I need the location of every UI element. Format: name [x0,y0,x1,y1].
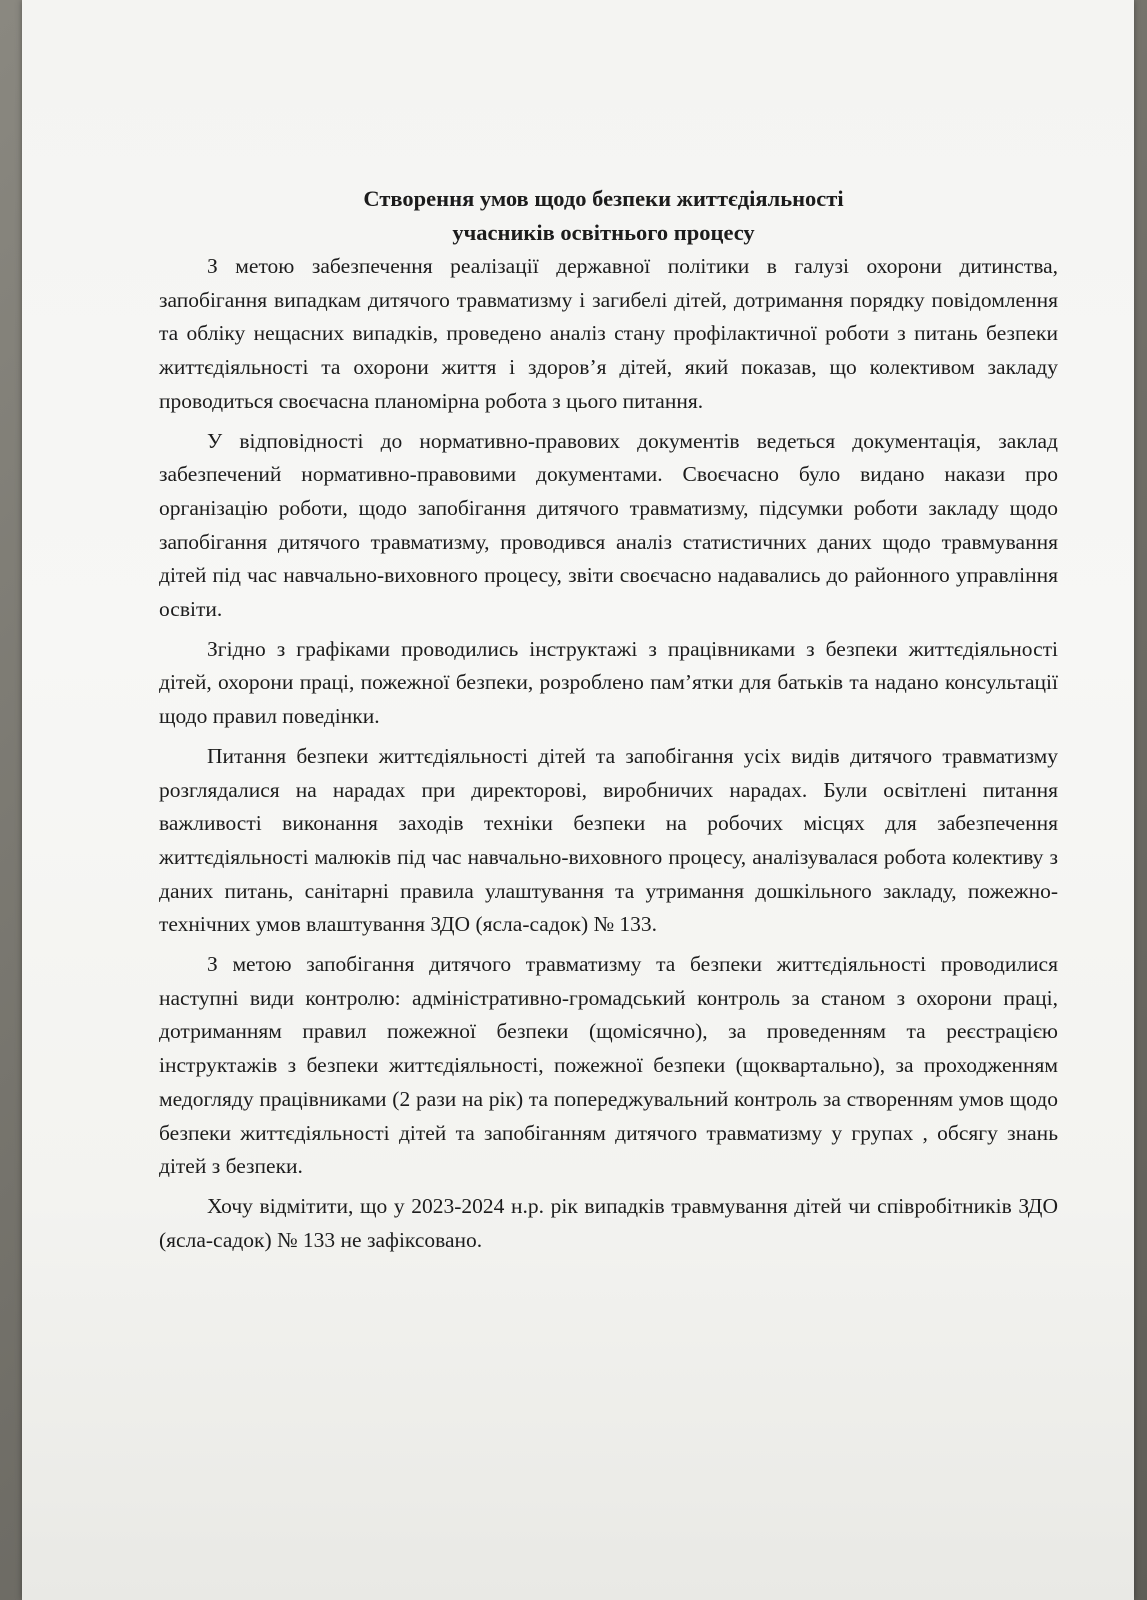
paragraph: У відповідності до нормативно-правових документів ведеться документація, заклад забезпечений нормативно-правовими документами. Своєчасно було видано накази про організацію роботи, щодо запобігання дитячого травматизму, підсумки роботи закладу щодо запобігання дитячого травматизму, проводився аналіз статистичних даних щодо травмування дітей під час навчально-виховного процесу, звіти своєчасно надавались до районного управління освіти. [159,428,1058,622]
document-title [159,182,1058,250]
paragraph: З метою запобігання дитячого травматизму та безпеки життєдіяльності проводилися наступні види контролю: адміністративно-громадський контроль за станом з охорони праці, дотриманням правил пожежної безпеки (щомісячно), за проведенням та реєстрацією інструктажів з безпеки життєдіяльності, пожежної безпеки (щоквартально), за проходженням медогляду працівниками (2 рази на рік) та попереджувальний контроль за створенням умов щодо безпеки життєдіяльності дітей та запобіганням дитячого травматизму у групах , обсягу знань дітей з безпеки. [159,952,1058,1179]
paragraph: Питання безпеки життєдіяльності дітей та запобігання усіх видів дитячого травматизму розглядалися на нарадах при директорові, виробничих нарадах. Були освітлені питання важливості виконання заходів техніки безпеки на робочих місцях для забезпечення життєдіяльності малюків під час навчально-виховного процесу, аналізувалася робота колективу з даних питань, санітарні правила улаштування та утримання дошкільного закладу, пожежно-технічних умов влаштування ЗДО (ясла-садок) № 133. [159,743,1058,937]
paragraph: З метою забезпечення реалізації державної політики в галузі охорони дитинства, запобігання випадкам дитячого травматизму і загибелі дітей, дотримання порядку повідомлення та обліку нещасних випадків, проведено аналіз стану профілактичної роботи з питань безпеки життєдіяльності та охорони життя і здоров’я дітей, який показав, що колективом закладу проводиться своєчасна планомірна робота з цього питання. [159,254,1058,413]
document-body [159,250,1058,1257]
paper-sheet [22,0,1134,1600]
title-line-1: Створення умов щодо безпеки життєдіяльності [363,186,844,211]
title-line-2: учасників освітнього процесу [452,220,755,245]
paragraph: Хочу відмітити, що у 2023-2024 н.р. рік випадків травмування дітей чи співробітників ЗДО (ясла-садок) № 133 не зафіксовано. [159,1193,1058,1252]
paragraph: Згідно з графіками проводились інструктажі з працівниками з безпеки життєдіяльності дітей, охорони праці, пожежної безпеки, розроблено пам’ятки для батьків та надано консультації щодо правил поведінки. [159,636,1058,729]
